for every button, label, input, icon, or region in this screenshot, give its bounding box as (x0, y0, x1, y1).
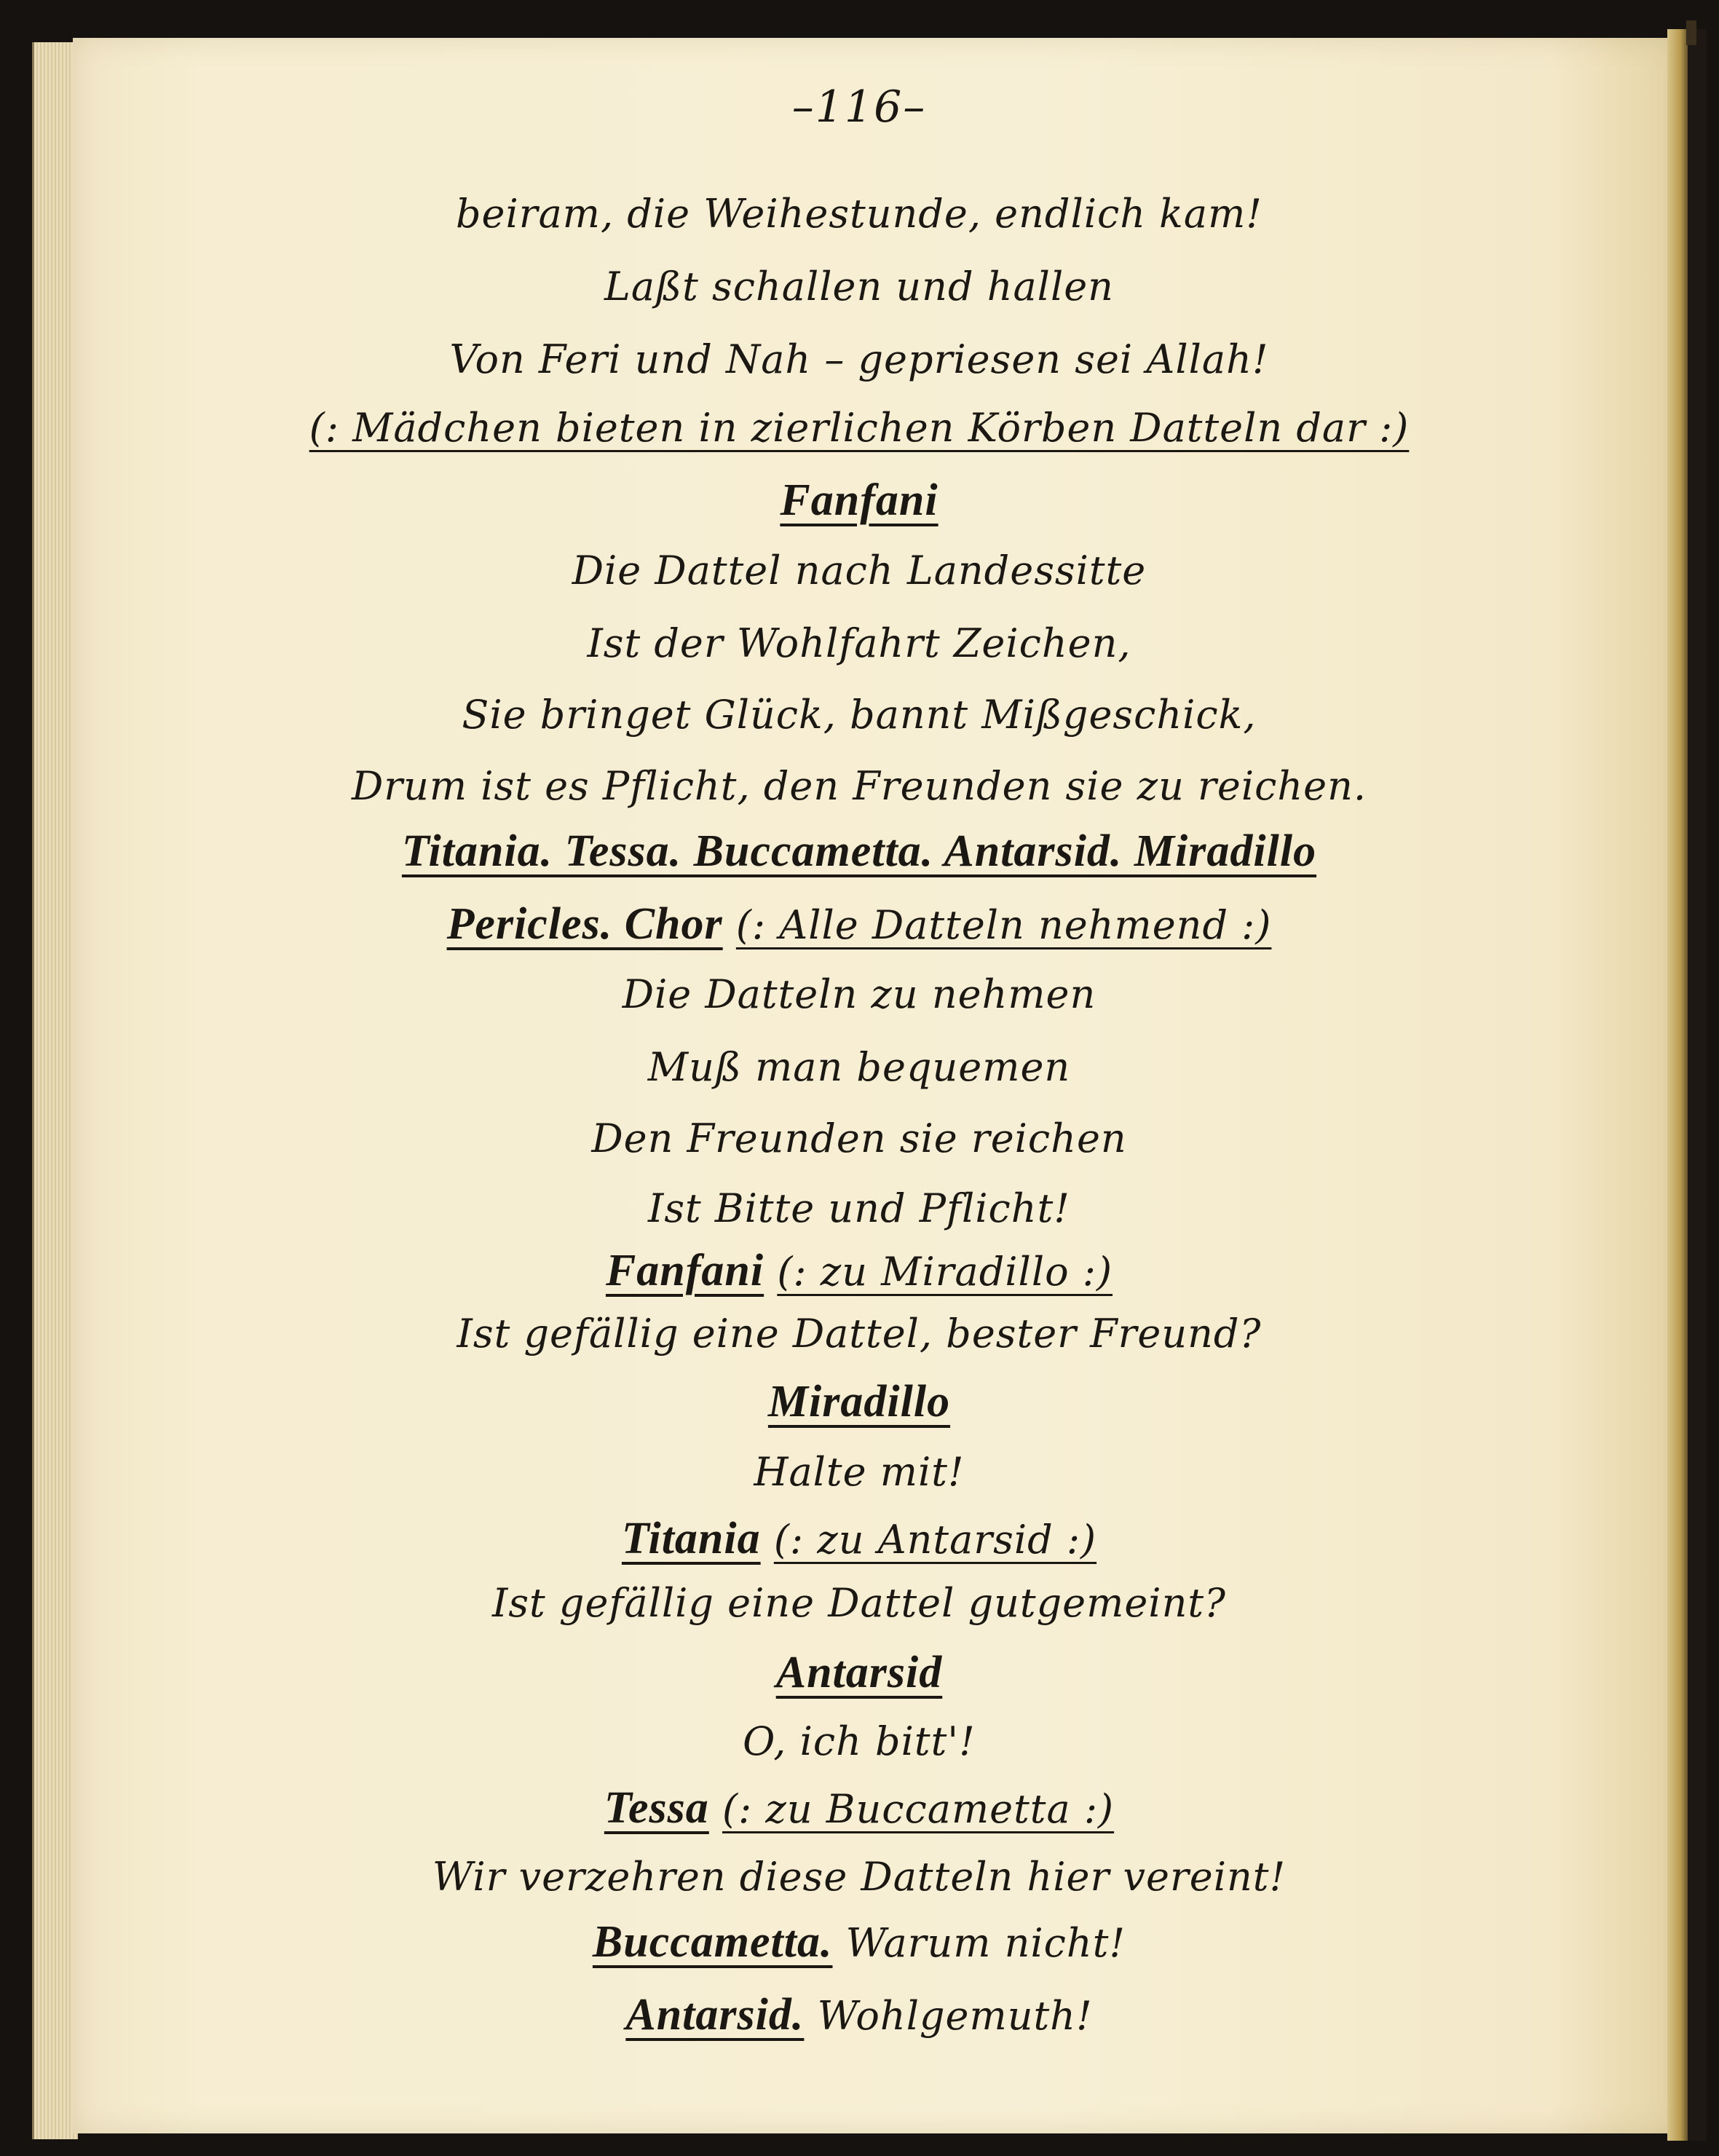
speaker-buccametta-row (175, 1916, 1544, 1968)
verse-line-12: Die Datteln zu nehmen (622, 971, 1096, 1017)
page-number: –116– (791, 82, 927, 133)
book-spine (1688, 29, 1707, 2141)
verse-line-23: O, ich bitt'! (743, 1718, 976, 1764)
speaker-buccametta: Buccametta. (592, 1917, 833, 1967)
antarsid-line: Wohlgemuth! (817, 1993, 1093, 2039)
stage-direction-to-buccametta: (: zu Buccametta :) (722, 1786, 1115, 1832)
verse-line-17: Ist gefällig eine Dattel, bester Freund? (457, 1311, 1262, 1357)
stage-direction-to-antarsid: (: zu Antarsid :) (773, 1517, 1097, 1563)
verse-line-2: Laßt schallen und hallen (604, 264, 1114, 309)
speaker-fanfani-row (175, 1245, 1544, 1297)
speaker-fanfani: Fanfani (780, 475, 938, 525)
speaker-group: Titania. Tessa. Buccametta. Antarsid. Miradillo (401, 826, 1317, 876)
speaker-miradillo: Miradillo (767, 1377, 951, 1426)
verse-line-14: Den Freunden sie reichen (591, 1115, 1127, 1161)
verse-line-21: Ist gefällig eine Dattel gutgemeint? (492, 1580, 1226, 1626)
page-stack-edge (32, 42, 78, 2139)
speaker-fanfani-2: Fanfani (605, 1246, 764, 1295)
speaker-tessa-row (175, 1782, 1544, 1834)
verse-line-19: Halte mit! (754, 1449, 965, 1495)
verse-line-9: Drum ist es Pflicht, den Freunden sie zu reichen. (351, 763, 1367, 809)
speaker-titania-row (175, 1513, 1544, 1565)
binding-gutter (1667, 29, 1689, 2141)
stage-direction-all-dates: (: Alle Datteln nehmend :) (735, 902, 1272, 948)
speaker-antarsid: Antarsid (775, 1648, 943, 1697)
verse-line-15: Ist Bitte und Pflicht! (648, 1185, 1070, 1231)
speaker-antarsid-2: Antarsid. (625, 1990, 805, 2039)
buccametta-line: Warum nicht! (845, 1920, 1126, 1966)
speaker-tessa: Tessa (604, 1783, 709, 1833)
verse-line-7: Ist der Wohlfahrt Zeichen, (587, 620, 1131, 666)
speaker-pericles-chor: Pericles. Chor (446, 899, 723, 949)
stage-direction-to-miradillo: (: zu Miradillo :) (777, 1249, 1113, 1295)
speaker-pericles-chor-row (175, 899, 1544, 950)
verse-line-8: Sie bringet Glück, bannt Mißgeschick, (462, 692, 1257, 738)
verse-line-25: Wir verzehren diese Datteln hier vereint! (432, 1854, 1287, 1900)
verse-line-1: beiram, die Weihestunde, endlich kam! (455, 191, 1263, 237)
verse-line-13: Muß man bequemen (647, 1044, 1071, 1090)
stage-direction-dates: (: Mädchen bieten in zierlichen Körben Datteln dar :) (309, 405, 1410, 451)
speaker-titania: Titania (621, 1514, 761, 1563)
verse-line-3: Von Feri und Nah – gepriesen sei Allah! (449, 336, 1269, 382)
verse-line-6: Die Dattel nach Landessitte (572, 548, 1147, 593)
corner-tab (1686, 20, 1696, 45)
speaker-antarsid-row (175, 1989, 1544, 2041)
